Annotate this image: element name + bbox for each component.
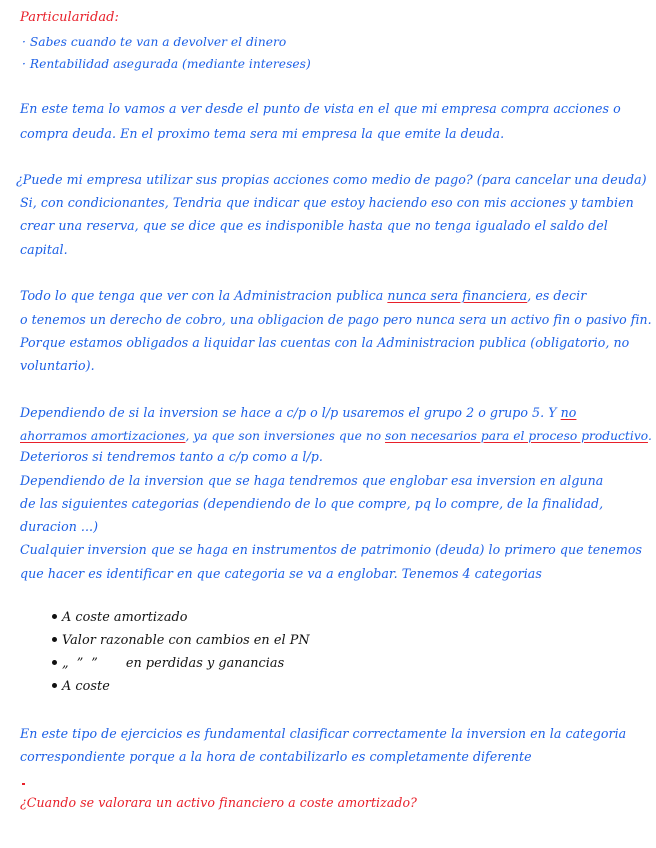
underlined-phrase: son necesarios para el proceso productivo — [385, 429, 648, 443]
paragraph-line: Porque estamos obligados a liquidar las cuentas con la Administracion publica (obligatorio, no — [20, 335, 630, 350]
paragraph-line: ¿Puede mi empresa utilizar sus propias acciones como medio de pago? (para cancelar una deuda) — [16, 172, 647, 187]
question-line: ¿Cuando se valorara un activo financiero a coste amortizado? — [20, 795, 417, 810]
section-title: Particularidad: — [20, 10, 119, 25]
paragraph-line: Cualquier inversion que se haga en instrumentos de patrimonio (deuda) lo primero que tenemos — [20, 542, 643, 557]
bullet-item: · Rentabilidad asegurada (mediante intereses) — [22, 57, 311, 71]
paragraph-text: , es decir — [527, 288, 587, 303]
paragraph-line: duracion ...) — [20, 519, 99, 534]
paragraph-line: o tenemos un derecho de cobro, una obligacion de pago pero nunca sera un activo fin o pasivo fin. — [20, 312, 652, 327]
dash-mark — [22, 783, 25, 785]
paragraph-line: Si, con condicionantes, Tendria que indicar que estoy haciendo eso con mis acciones y tambien — [20, 195, 634, 210]
underlined-phrase: ahorramos amortizaciones — [20, 429, 186, 443]
paragraph-line — [20, 428, 652, 444]
bullet-dot-icon — [52, 660, 57, 665]
paragraph-line: que hacer es identificar en que categoria se va a englobar. Tenemos 4 categorias — [20, 566, 542, 581]
bullet-dot-icon — [52, 683, 57, 688]
underlined-phrase: no — [560, 405, 577, 420]
paragraph-line: Deterioros si tendremos tanto a c/p como a l/p. — [20, 449, 323, 464]
paragraph-line — [20, 405, 576, 421]
paragraph-line: Dependiendo de la inversion que se haga tendremos que englobar esa inversion en alguna — [20, 473, 604, 488]
bullet-dot-icon — [52, 614, 57, 619]
ditto-marks: „ ” ” — [62, 656, 100, 671]
category-item: A coste — [52, 679, 110, 695]
paragraph-line — [20, 288, 586, 304]
category-suffix: en perdidas y ganancias — [125, 656, 285, 671]
paragraph-line: de las siguientes categorias (dependiendo de lo que compre, pq lo compre, de la finalidad, — [20, 496, 604, 511]
paragraph-text: Dependiendo de si la inversion se hace a c/p o l/p usaremos el grupo 2 o grupo 5. Y — [20, 405, 561, 420]
paragraph-line: compra deuda. En el proximo tema sera mi empresa la que emite la deuda. — [20, 126, 505, 141]
paragraph-text: Todo lo que tenga que ver con la Administracion publica — [20, 288, 388, 303]
category-item: A coste amortizado — [52, 610, 188, 626]
bullet-dot-icon — [52, 637, 57, 642]
paragraph-line: correspondiente porque a la hora de contabilizarlo es completamente diferente — [20, 749, 532, 764]
category-item: Valor razonable con cambios en el PN — [52, 633, 310, 649]
bullet-item: · Sabes cuando te van a devolver el dinero — [22, 35, 287, 49]
category-item — [52, 656, 284, 672]
paragraph-line: crear una reserva, que se dice que es indisponible hasta que no tenga igualado el saldo del — [20, 218, 608, 233]
paragraph-line: capital. — [20, 242, 68, 257]
underlined-phrase: nunca sera financiera — [387, 288, 528, 303]
paragraph-text: . — [647, 429, 652, 443]
paragraph-text: , ya que son inversiones que no — [185, 429, 386, 443]
paragraph-line: En este tipo de ejercicios es fundamental clasificar correctamente la inversion en la categoria — [20, 726, 627, 741]
paragraph-line: voluntario). — [20, 358, 95, 373]
paragraph-line: En este tema lo vamos a ver desde el punto de vista en el que mi empresa compra acciones o — [20, 101, 621, 116]
